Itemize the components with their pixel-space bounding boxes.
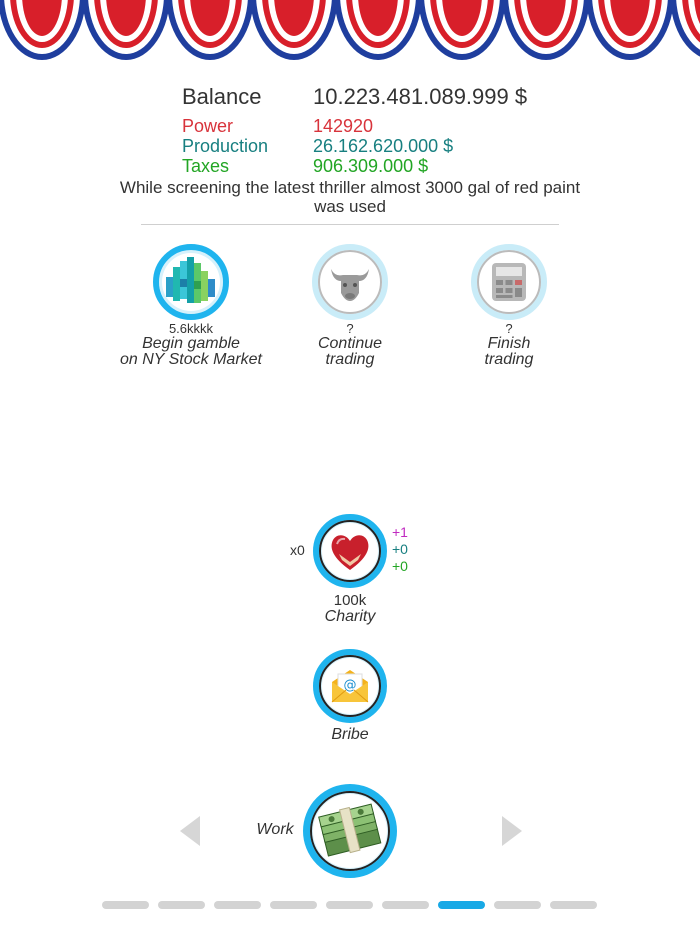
page-dot[interactable] <box>214 901 261 909</box>
bribe-caption <box>280 727 420 743</box>
finish-trading-button[interactable] <box>471 244 547 320</box>
charity-label: Charity <box>324 608 376 625</box>
continue-trading-label-2: trading <box>325 351 375 368</box>
finish-trading-label-1: Finish <box>487 335 531 352</box>
finish-trading-cost: ? <box>505 321 513 336</box>
flag-bunting <box>0 0 700 70</box>
continue-trading-button[interactable] <box>312 244 388 320</box>
charity-button[interactable] <box>313 514 387 588</box>
stats-panel <box>182 84 602 176</box>
charity-deltas <box>392 524 408 575</box>
production-value: 26.162.620.000 $ <box>313 136 454 156</box>
news-ticker: While screening the latest thriller almost 3000 gal of red paint was used <box>119 178 581 216</box>
heart-hands-icon <box>325 526 375 576</box>
page-dot[interactable] <box>438 901 485 909</box>
envelope-icon <box>326 662 374 710</box>
finish-trading-caption <box>439 321 579 368</box>
charity-count: x0 <box>290 542 305 558</box>
charity-delta-power: +1 <box>392 524 408 540</box>
charity-delta-production: +0 <box>392 541 408 557</box>
page-dot[interactable] <box>382 901 429 909</box>
begin-gamble-caption <box>100 321 282 368</box>
bribe-button[interactable] <box>313 649 387 723</box>
continue-trading-caption <box>280 321 420 368</box>
power-label: Power <box>182 116 234 136</box>
page-indicator <box>102 901 597 909</box>
money-stack-icon <box>315 800 385 862</box>
work-label: Work <box>256 821 294 838</box>
charity-caption <box>280 592 420 625</box>
continue-trading-cost: ? <box>346 321 354 336</box>
svg-text:@: @ <box>343 678 357 693</box>
taxes-label: Taxes <box>182 156 230 176</box>
balance-value: 10.223.481.089.999 $ <box>313 84 528 109</box>
begin-gamble-label-1: Begin gamble <box>142 335 240 352</box>
begin-gamble-cost: 5.6kkkk <box>168 321 214 336</box>
charity-delta-taxes: +0 <box>392 558 408 574</box>
production-label: Production <box>182 136 269 156</box>
next-arrow-icon[interactable] <box>502 816 522 846</box>
balance-label: Balance <box>182 84 262 109</box>
calculator-icon <box>486 259 532 305</box>
stock-market-icon <box>162 253 220 311</box>
page-dot[interactable] <box>270 901 317 909</box>
finish-trading-label-2: trading <box>484 351 534 368</box>
bull-icon <box>325 257 375 307</box>
work-caption <box>240 822 310 838</box>
page-dot[interactable] <box>494 901 541 909</box>
page-dot[interactable] <box>550 901 597 909</box>
power-value: 142920 <box>313 116 374 136</box>
page-dot[interactable] <box>102 901 149 909</box>
charity-cost: 100k <box>333 592 367 609</box>
continue-trading-label-1: Continue <box>317 335 383 352</box>
begin-gamble-button[interactable] <box>153 244 229 320</box>
bribe-label: Bribe <box>331 726 369 743</box>
page-dot[interactable] <box>158 901 205 909</box>
begin-gamble-label-2: on NY Stock Market <box>120 351 262 368</box>
divider <box>141 224 559 225</box>
taxes-value: 906.309.000 $ <box>313 156 429 176</box>
prev-arrow-icon[interactable] <box>180 816 200 846</box>
page-dot[interactable] <box>326 901 373 909</box>
work-button[interactable] <box>303 784 397 878</box>
